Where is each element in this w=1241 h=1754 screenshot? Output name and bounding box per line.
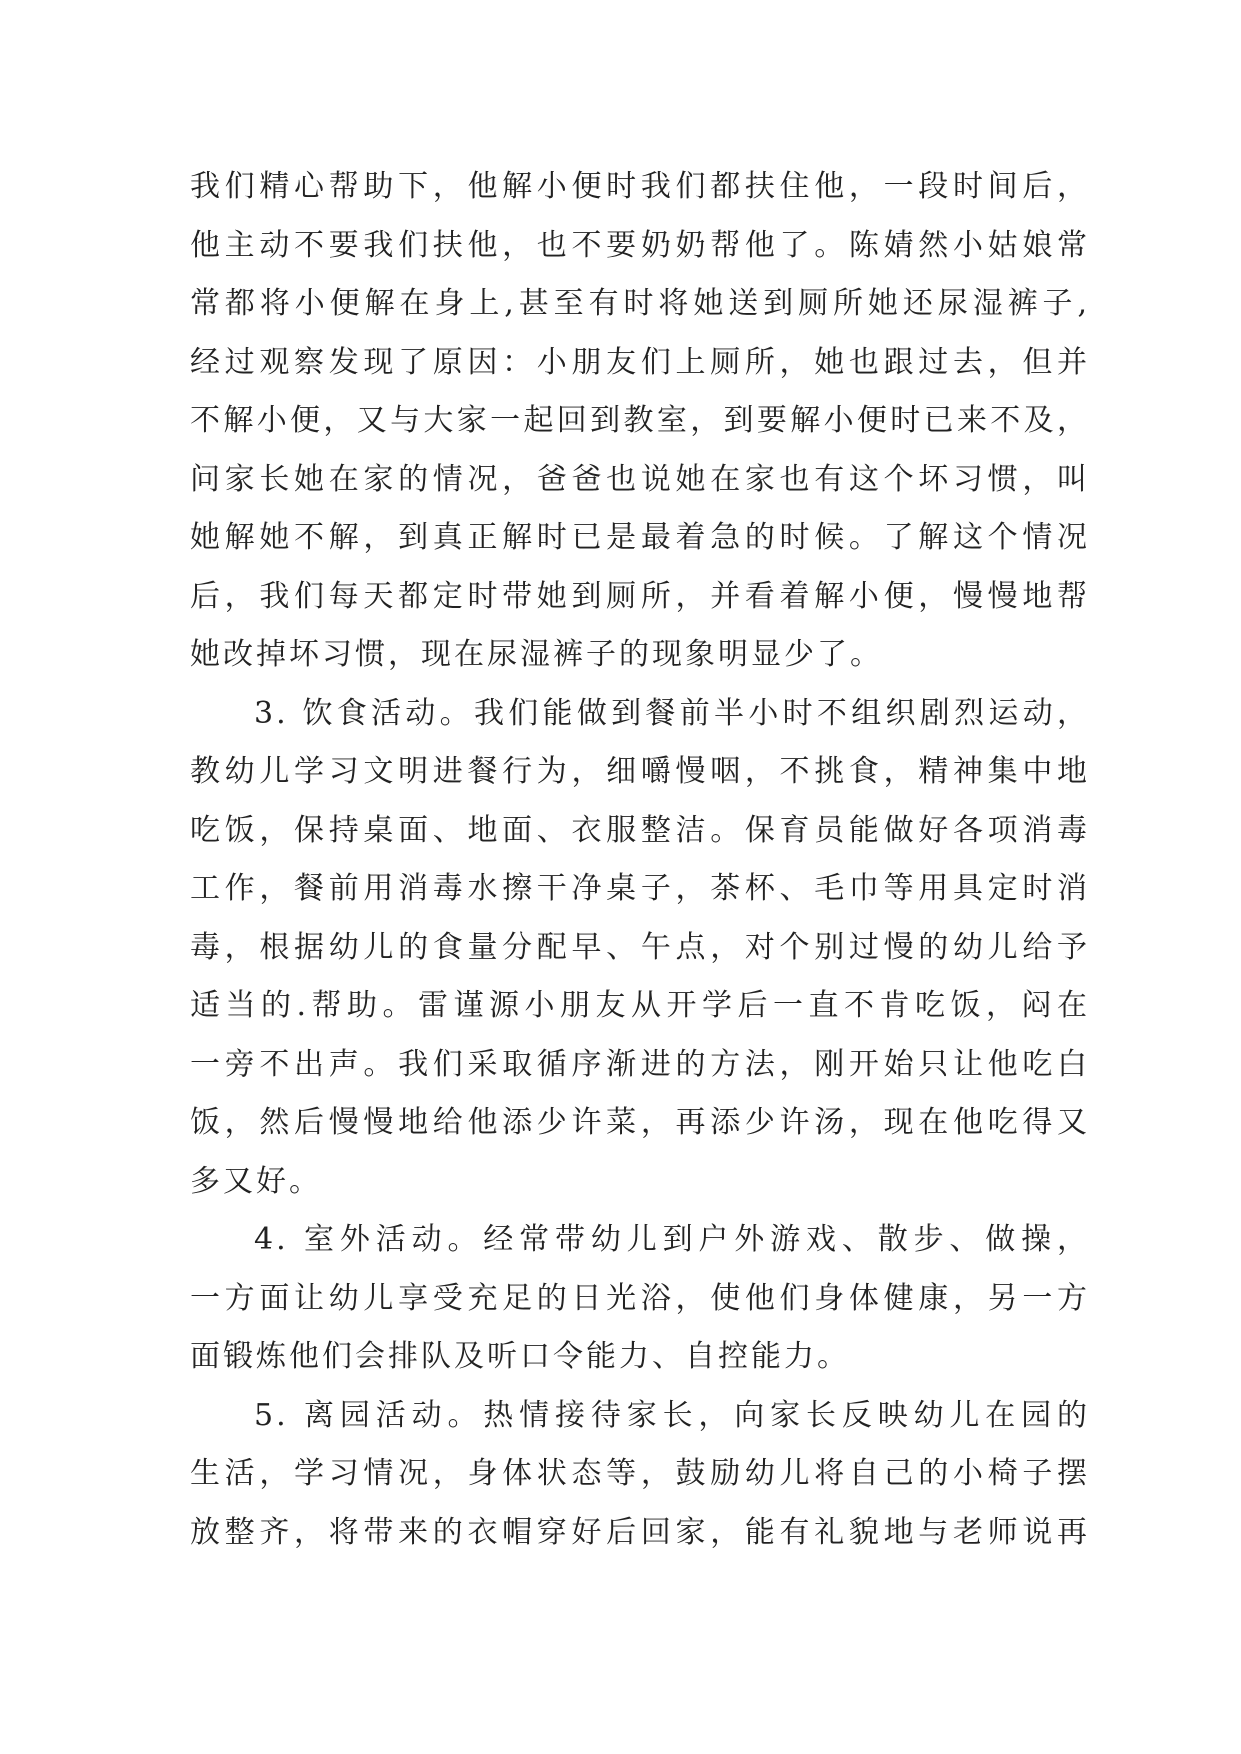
text-line: 不解小便，又与大家一起回到教室，到要解小便时已来不及， [190, 403, 1090, 438]
paragraph-start-line: 5. 离园活动。热情接待家长，向家长反映幼儿在园的 [254, 1397, 1090, 1433]
text-line: 教幼儿学习文明进餐行为，细嚼慢咽，不挑食，精神集中地 [190, 754, 1090, 789]
text-line: 吃饭，保持桌面、地面、衣服整洁。保育员能做好各项消毒 [190, 812, 1090, 848]
text-line: 生活，学习情况，身体状态等，鼓励幼儿将自己的小椅子摆 [190, 1456, 1090, 1491]
text-line: 她改掉坏习惯，现在尿湿裤子的现象明显少了。 [190, 637, 883, 672]
text-line: 工作，餐前用消毒水擦干净桌子，茶杯、毛巾等用具定时消 [190, 871, 1090, 906]
text-line: 常都将小便解在身上,甚至有时将她送到厕所她还尿湿裤子, [190, 286, 1090, 321]
text-line: 一方面让幼儿享受充足的日光浴，使他们身体健康，另一方 [190, 1280, 1090, 1316]
text-line: 她解她不解，到真正解时已是最着急的时候。了解这个情况 [190, 520, 1090, 555]
text-line: 饭，然后慢慢地给他添少许菜，再添少许汤，现在他吃得又 [190, 1105, 1090, 1140]
text-line: 经过观察发现了原因：小朋友们上厕所，她也跟过去，但并 [190, 344, 1090, 380]
text-line: 他主动不要我们扶他，也不要奶奶帮他了。陈婧然小姑娘常 [190, 227, 1090, 263]
text-line: 后，我们每天都定时带她到厕所，并看着解小便，慢慢地帮 [190, 578, 1090, 614]
text-line: 我们精心帮助下，他解小便时我们都扶住他，一段时间后， [190, 169, 1090, 204]
paragraph-start-line: 4. 室外活动。经常带幼儿到户外游戏、散步、做操， [254, 1222, 1090, 1257]
paragraph-start-line: 3. 饮食活动。我们能做到餐前半小时不组织剧烈运动， [254, 695, 1090, 731]
text-line: 面锻炼他们会排队及听口令能力、自控能力。 [190, 1339, 850, 1374]
text-line: 放整齐，将带来的衣帽穿好后回家，能有礼貌地与老师说再 [190, 1514, 1090, 1550]
text-line: 一旁不出声。我们采取循序渐进的方法，刚开始只让他吃白 [190, 1046, 1090, 1082]
text-line: 多又好。 [190, 1163, 322, 1199]
text-line: 适当的.帮助。雷谨源小朋友从开学后一直不肯吃饭，闷在 [190, 988, 1090, 1023]
body-text [190, 158, 1090, 1562]
text-line: 问家长她在家的情况，爸爸也说她在家也有这个坏习惯，叫 [190, 461, 1090, 497]
text-line: 毒，根据幼儿的食量分配早、午点，对个别过慢的幼儿给予 [190, 929, 1090, 965]
